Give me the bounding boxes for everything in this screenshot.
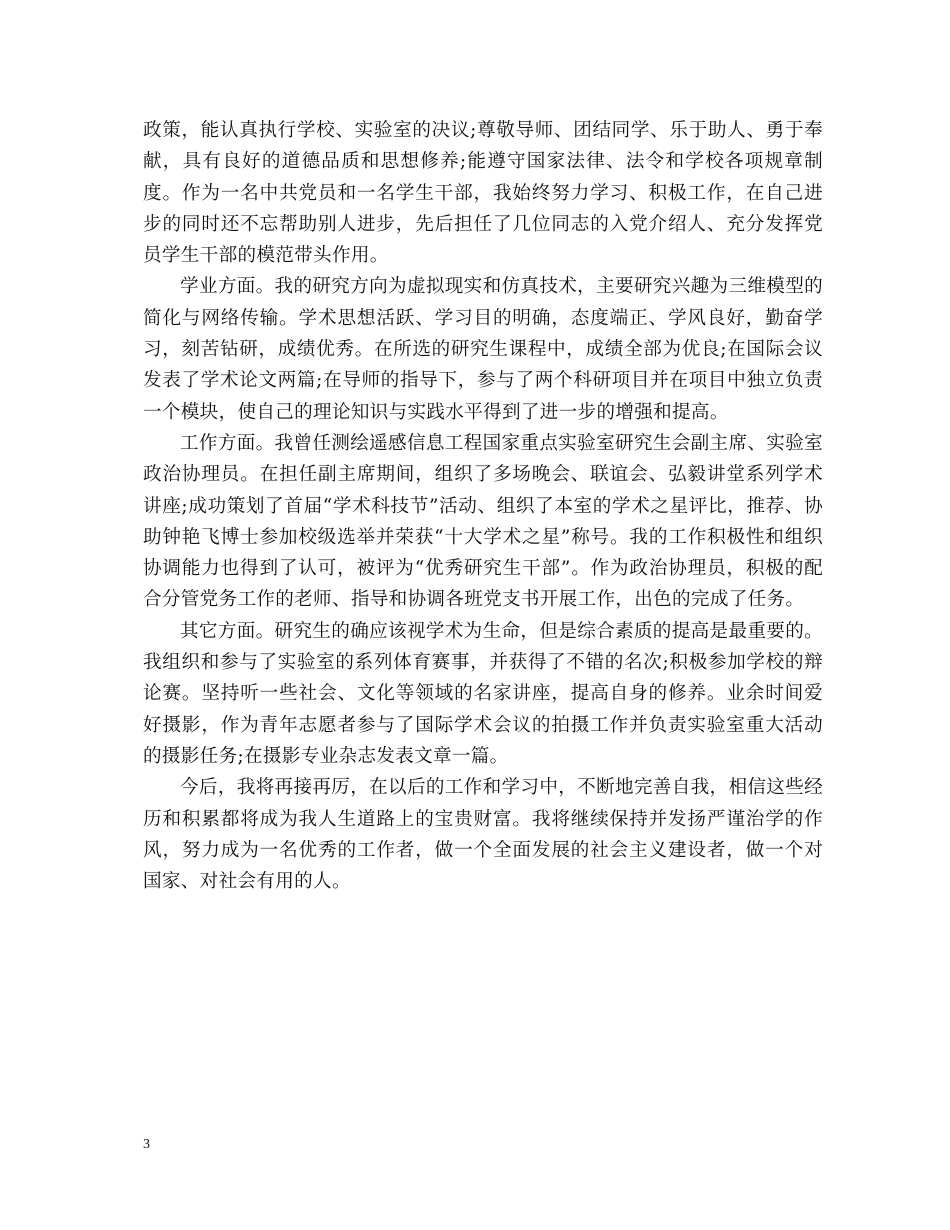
paragraph-future: 今后，我将再接再厉，在以后的工作和学习中，不断地完善自我，相信这些经历和积累都将成为我人生道路上的宝贵财富。我将继续保持并发扬严谨治学的作风，努力成为一名优秀的工作者，做一个全面发展的社会主义建设者，做一个对国家、对社会有用的人。	[143, 777, 823, 893]
document-body	[143, 115, 823, 897]
paragraph-work: 工作方面。我曾任测绘遥感信息工程国家重点实验室研究生会副主席、实验室政治协理员。在担任副主席期间，组织了多场晚会、联谊会、弘毅讲堂系列学术讲座;成功策划了首届“学术科技节”活动、组织了本室的学术之星评比，推荐、协助钟艳飞博士参加校级选举并荣获“十大学术之星”称号。我的工作积极性和组织协调能力也得到了认可，被评为“优秀研究生干部”。作为政治协理员，积极的配合分管党务工作的老师、指导和协调各班党支书开展工作，出色的完成了任务。	[143, 432, 823, 611]
paragraph-continuation: 政策，能认真执行学校、实验室的决议;尊敬导师、团结同学、乐于助人、勇于奉献，具有良好的道德品质和思想修养;能遵守国家法律、法令和学校各项规章制度。作为一名中共党员和一名学生干部，我始终努力学习、积极工作，在自己进步的同时还不忘帮助别人进步，先后担任了几位同志的入党介绍人、充分发挥党员学生干部的模范带头作用。	[143, 120, 823, 267]
paragraph-academics: 学业方面。我的研究方向为虚拟现实和仿真技术，主要研究兴趣为三维模型的简化与网络传输。学术思想活跃、学习目的明确，态度端正、学风良好，勤奋学习，刻苦钻研，成绩优秀。在所选的研究生课程中，成绩全部为优良;在国际会议发表了学术论文两篇;在导师的指导下，参与了两个科研项目并在项目中独立负责一个模块，使自己的理论知识与实践水平得到了进一步的增强和提高。	[143, 276, 823, 423]
page-number: 3	[143, 1137, 150, 1152]
paragraph-other: 其它方面。研究生的确应该视学术为生命，但是综合素质的提高是最重要的。我组织和参与了实验室的系列体育赛事，并获得了不错的名次;积极参加学校的辩论赛。坚持听一些社会、文化等领域的名家讲座，提高自身的修养。业余时间爱好摄影，作为青年志愿者参与了国际学术会议的拍摄工作并负责实验室重大活动的摄影任务;在摄影专业杂志发表文章一篇。	[143, 620, 823, 767]
